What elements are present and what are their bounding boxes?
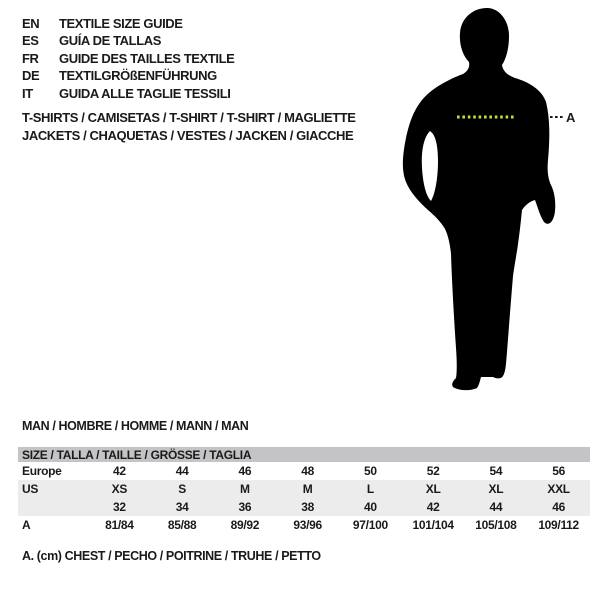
language-title: TEXTILGRÖßENFÜHRUNG [59,68,217,84]
size-cell: 42 [426,500,440,514]
size-cell: XXL [547,482,570,496]
table-row-europe [18,462,590,480]
language-title: TEXTILE SIZE GUIDE [59,16,183,31]
size-cell: XL [488,482,504,496]
size-table-header: SIZE / TALLA / TAILLE / GRÖSSE / TAGLIA [22,447,252,462]
man-silhouette-path [403,8,555,390]
table-row-chest-cm [18,516,590,534]
size-cell: 34 [175,500,189,514]
man-silhouette-svg [395,0,585,400]
size-cell: 105/108 [475,518,517,532]
size-cell: 85/88 [167,518,197,532]
size-cell: 38 [301,500,314,514]
language-code: EN [22,16,40,31]
size-cell: 89/92 [230,518,260,532]
language-list [22,15,234,102]
size-table [18,447,590,534]
language-code: FR [22,50,39,66]
language-code: ES [22,33,39,49]
language-title: GUIDA ALLE TAGLIE TESSILI [59,85,231,101]
section-title-man: MAN / HOMBRE / HOMME / MANN / MAN [22,419,249,433]
category-jackets: JACKETS / CHAQUETAS / VESTES / JACKEN / GIACCHE [22,127,354,143]
size-cell: M [302,482,313,496]
table-row-us [18,480,590,498]
size-cell: 50 [364,464,377,478]
size-cell: 44 [489,500,503,514]
size-cell: 101/104 [412,518,454,532]
language-title: GUÍA DE TALLAS [59,33,162,49]
size-cell: 97/100 [352,518,388,532]
size-cell: 46 [552,500,565,514]
size-cell: 56 [552,464,565,478]
size-cell: 40 [364,500,377,514]
category-tshirts: T-SHIRTS / CAMISETAS / T-SHIRT / T-SHIRT / MAGLIETTE [22,110,356,125]
size-cell: 42 [113,464,126,478]
row-label: Europe [22,464,62,478]
language-row-it [22,85,234,102]
size-cell: 44 [175,464,189,478]
language-row-de [22,67,234,84]
language-title: GUIDE DES TAILLES TEXTILE [59,50,235,66]
size-cell: 46 [238,464,252,478]
measurement-footnote: A. (cm) CHEST / PECHO / POITRINE / TRUHE / PETTO [22,549,321,563]
row-label: A [22,518,31,532]
size-table-header-row [18,447,590,462]
size-cell: XS [111,482,128,496]
size-cell: M [240,482,250,496]
language-row-en [22,15,234,32]
size-cell: L [366,482,374,496]
man-figure [395,0,585,400]
size-cell: S [178,482,186,496]
size-cell: 32 [113,500,126,514]
size-cell: 36 [238,500,252,514]
row-label [18,498,88,516]
size-cell: 81/84 [105,518,134,532]
size-cell: 52 [426,464,440,478]
size-cell: XL [425,482,441,496]
size-cell: 48 [301,464,314,478]
measure-label-a: A [566,110,576,125]
garment-categories [22,109,356,144]
language-code: DE [22,68,40,84]
size-cell: 93/96 [293,518,322,532]
size-table-wrap [18,447,590,534]
size-cell: 54 [489,464,503,478]
language-code: IT [22,85,33,101]
language-row-es [22,32,234,49]
size-cell: 109/112 [538,518,579,532]
language-row-fr [22,50,234,67]
table-row-numeric [18,498,590,516]
row-label: US [22,482,39,496]
